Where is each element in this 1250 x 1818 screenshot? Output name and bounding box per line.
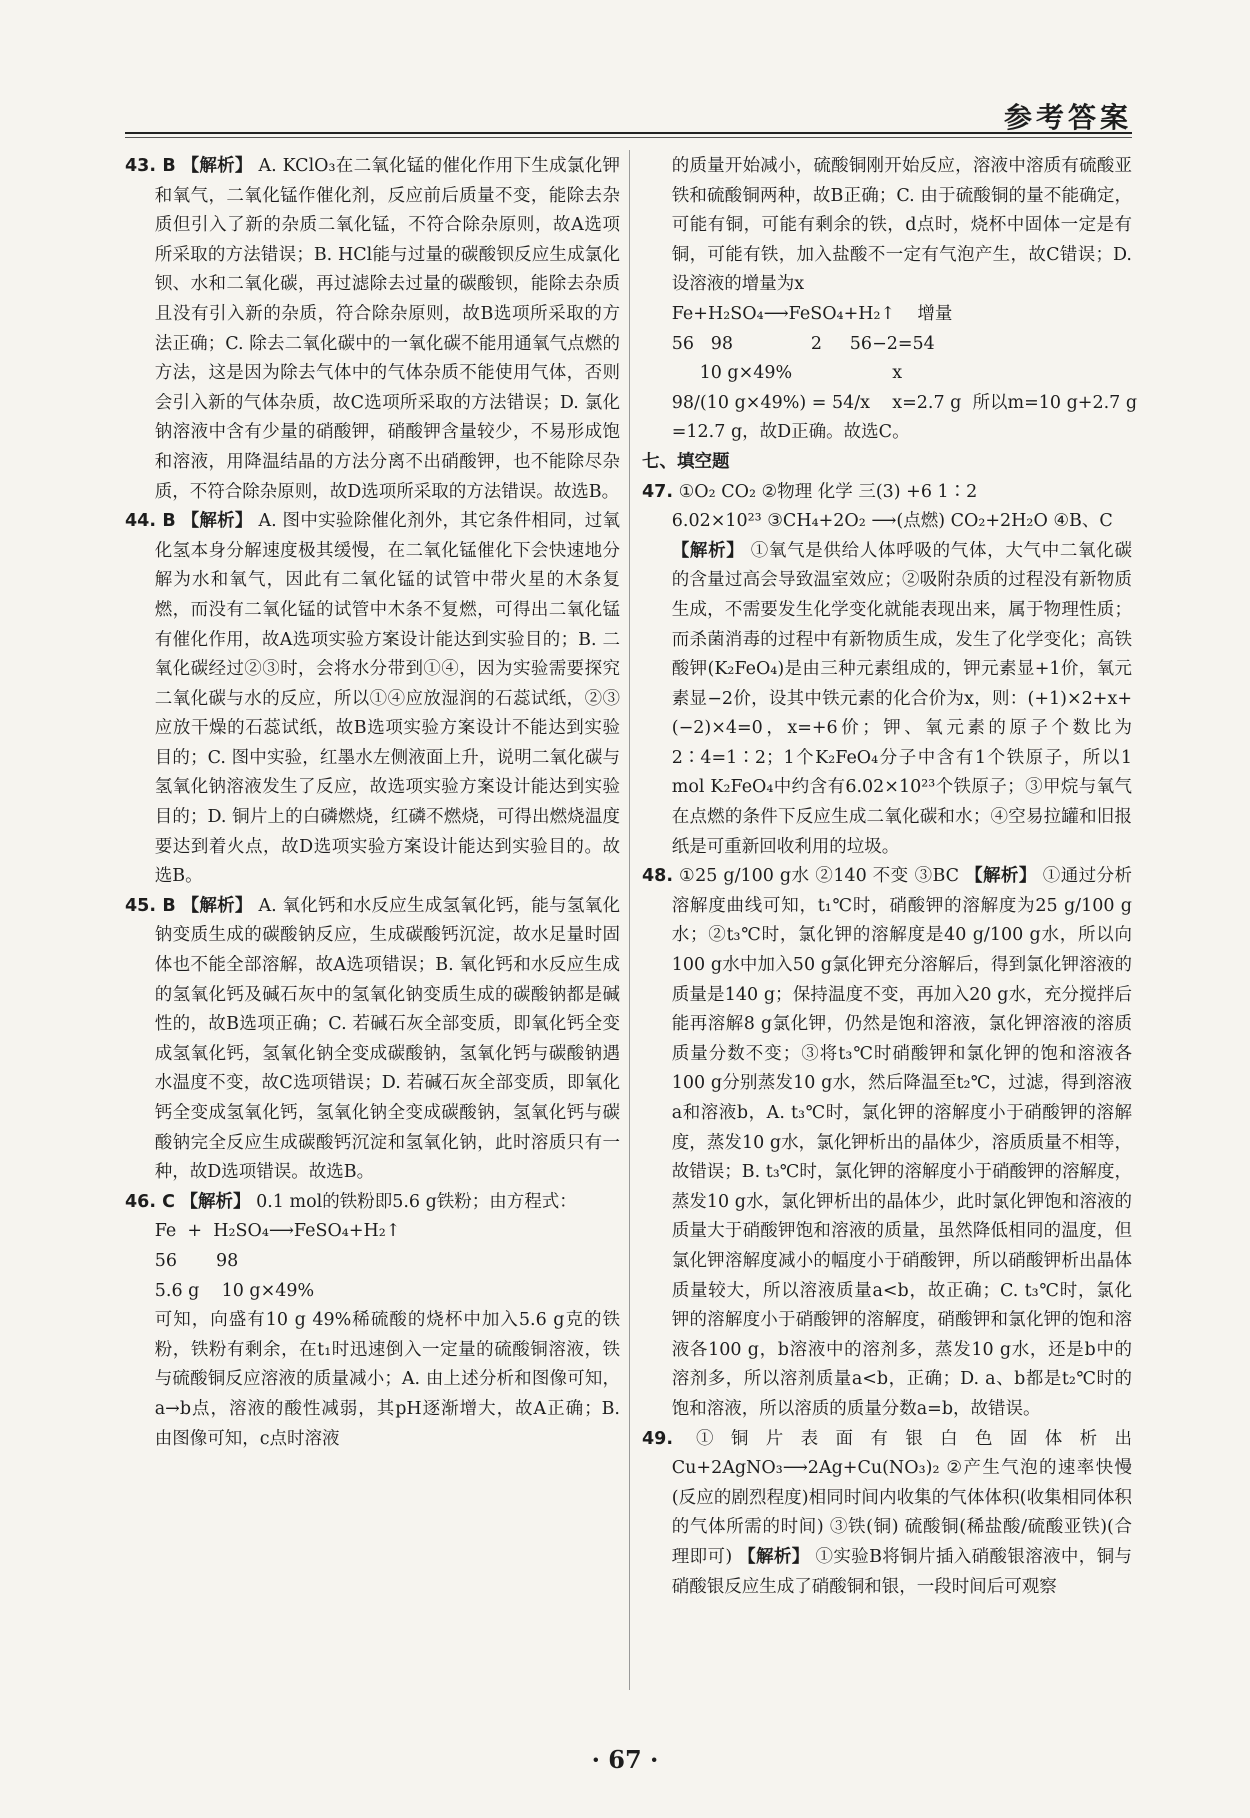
column-divider bbox=[629, 150, 630, 1690]
question-number: 46. C bbox=[125, 1191, 175, 1212]
analysis-tag: 【解析】 bbox=[965, 866, 1037, 887]
section-heading: 七、填空题 bbox=[642, 451, 730, 472]
question-number: 43. B bbox=[125, 156, 176, 176]
analysis-text: ①通过分析溶解度曲线可知，t₁℃时，硝酸钾的溶解度为25 g/100 g水；②t₃℃时，氯化钾的溶解度是40 g/100 g水，所以向100 g水中加入50 g氯化钾充分溶解后，得到氯化钾溶液的质量是140 g；保持温度不变，再加入20 g水，充分搅拌后能再溶解8 g氯化钾，仍然是饱和溶液，氯化钾溶液的溶质质量分数不变；③将t₃℃时硝酸钾和氯化钾的饱和溶液各100 g分别蒸发10 g水，然后降温至t₂℃，过滤，得到溶液a和溶液b，A. t₃℃时，氯化钾的溶解度小于硝酸钾的溶解度，蒸发10 g水，氯化钾析出的晶体少，溶质质量不相等，故错误；B. t₃℃时，氯化钾的溶解度小于硝酸钾的溶解度，蒸发10 g水，氯化钾析出的晶体少，此时氯化钾饱和溶液的质量大于硝酸钾饱和溶液的质量，虽然降低相同的温度，但氯化钾溶解度减小的幅度小于硝酸钾，所以硝酸钾析出晶体质量较大，所以溶液质量a<b，故正确；C. t₃℃时，氯化钾的溶解度小于硝酸钾的溶解度，硝酸钾和氯化钾的饱和溶液各100 g，b溶液中的溶剂多，蒸发10 g水，还是b中的溶剂多，所以溶剂质量a<b，正确；D. a、b都是t₂℃时的饱和溶液，所以溶质的质量分数a=b，故错误。 bbox=[671, 866, 1133, 1419]
equation: Fe + H₂SO₄⟶FeSO₄+H₂↑ bbox=[154, 1221, 401, 1242]
question-45 bbox=[125, 892, 620, 1188]
analysis-text: ①实验B将铜片插入硝酸银溶液中，铜与硝酸银反应生成了硝酸铜和银，一段时间后可观察 bbox=[671, 1546, 1133, 1597]
question-49 bbox=[642, 1425, 1132, 1603]
analysis-text: A. KClO₃在二氧化锰的催化作用下生成氯化钾和氧气，二氧化锰作催化剂，反应前后质量不变，能除去杂质但引入了新的杂质二氧化锰，不符合除杂原则，故A选项所采取的方法错误；B. HCl能与过量的碳酸钡反应生成氯化钡、水和二氧化碳，再过滤除去过量的碳酸钡，能除去杂质且没有引入新的杂质，符合除杂原则，故B选项所采取的方法正确；C. 除去二氧化碳中的一氧化碳不能用通氧气点燃的方法，这是因为除去气体中的气体杂质不能使用气体，否则会引入新的气体杂质，故C选项所采取的方法错误；D. 氯化钠溶液中含有少量的硝酸钾，硝酸钾含量较少，不易形成饱和溶液，用降温结晶的方法分离不出硝酸钾，也不能除尽杂质，不符合除杂原则，故D选项所采取的方法错误。故选B。 bbox=[154, 156, 620, 502]
equation-row: 10 g×49% x bbox=[671, 363, 903, 384]
answer-text-2: 6.02×10²³ ③CH₄+2O₂ ⟶(点燃) CO₂+2H₂O ④B、C bbox=[671, 511, 1113, 532]
analysis-text: A. 图中实验除催化剂外，其它条件相同，过氧化氢本身分解速度极其缓慢，在二氧化锰催化下会快速地分解为水和氧气，因此有二氧化锰的试管中带火星的木条复燃，而没有二氧化锰的试管中木条不复燃，可得出二氧化锰有催化作用，故A选项实验方案设计能达到实验目的；B. 二氧化碳经过②③时，会将水分带到①④，因为实验需要探究二氧化碳与水的反应，所以①④应放湿润的石蕊试纸，②③应放干燥的石蕊试纸，故B选项实验方案设计不能达到实验目的；C. 图中实验，红墨水左侧液面上升，说明二氧化碳与氢氧化钠溶液发生了反应，故选项实验方案设计能达到实验目的；D. 铜片上的白磷燃烧，红磷不燃烧，可得出燃烧温度要达到着火点，故D选项实验方案设计能达到实验目的。故选B。 bbox=[154, 511, 620, 887]
right-column bbox=[642, 152, 1138, 1602]
analysis-tag: 【解析】 bbox=[738, 1546, 810, 1567]
analysis-tag: 【解析】 bbox=[181, 895, 253, 916]
conclusion: =12.7 g，故D正确。故选C。 bbox=[671, 422, 910, 443]
calculation: 98/(10 g×49%) = 54/x x=2.7 g 所以m=10 g+2.7 g bbox=[671, 392, 1138, 413]
analysis-tag: 【解析】 bbox=[671, 540, 745, 561]
equation: Fe+H₂SO₄⟶FeSO₄+H₂↑ 增量 bbox=[671, 303, 953, 324]
question-number: 48. bbox=[642, 866, 674, 887]
question-number: 45. B bbox=[125, 895, 176, 916]
analysis-text: A. 氧化钙和水反应生成氢氧化钙，能与氢氧化钠变质生成的碳酸钠反应，生成碳酸钙沉淀，故水足量时固体也不能全部溶解，故A选项错误；B. 氧化钙和水反应生成的氢氧化钙及碱石灰中的氢氧化钠变质生成的碳酸钠都是碱性的，故B选项正确；C. 若碱石灰全部变质，即氧化钙全变成氢氧化钙，氢氧化钠全变成碳酸钠，氢氧化钙与碳酸钠遇水温度不变，故C选项错误；D. 若碱石灰全部变质，即氧化钙全变成氢氧化钙，氢氧化钠全变成碳酸钠，氢氧化钙与碳酸钠完全反应生成碳酸钙沉淀和氢氧化钠，此时溶质只有一种，故D选项错误。故选B。 bbox=[154, 895, 620, 1183]
analysis-text: 的质量开始减小，硫酸铜刚开始反应，溶液中溶质有硫酸亚铁和硫酸铜两种，故B正确；C. 由于硫酸铜的量不能确定，可能有铜，可能有剩余的铁，d点时，烧杯中固体一定是有铜，可能有铁，加入盐酸不一定有气泡产生，故C错误；D. 设溶液的增量为x bbox=[671, 156, 1132, 295]
equation-row: 56 98 2 56−2=54 bbox=[671, 333, 935, 354]
analysis-text: ①氧气是供给人体呼吸的气体，大气中二氧化碳的含量过高会导致温室效应；②吸附杂质的过程没有新物质生成，不需要发生化学变化就能表现出来，属于物理性质；而杀菌消毒的过程中有新物质生成，发生了化学变化；高铁酸钾(K₂FeO₄)是由三种元素组成的，钾元素显+1价，氧元素显−2价，设其中铁元素的化合价为x，则：(+1)×2+x+(−2)×4=0，x=+6价；钾、氧元素的原子个数比为2∶4=1∶2；1个K₂FeO₄分子中含有1个铁原子，所以1 mol K₂FeO₄中约含有6.02×10²³个铁原子；③甲烷与氧气在点燃的条件下反应生成二氧化碳和水；④空易拉罐和旧报纸是可重新回收利用的垃圾。 bbox=[671, 540, 1132, 857]
question-48 bbox=[642, 862, 1132, 1424]
header-rule-thin bbox=[125, 137, 1132, 138]
analysis-text: 可知，向盛有10 g 49%稀硫酸的烧杯中加入5.6 g克的铁粉，铁粉有剩余，在t₁时迅速倒入一定量的硫酸铜溶液，铁与硫酸铜反应溶液的质量减小；A. 由上述分析和图像可知，a→b点，溶液的酸性减弱，其pH逐渐增大，故A正确；B. 由图像可知，c点时溶液 bbox=[154, 1310, 620, 1449]
question-number: 49. bbox=[642, 1428, 674, 1449]
header-title: 参考答案 bbox=[1003, 101, 1132, 134]
answer-text: ①O₂ CO₂ ②物理 化学 三(3) +6 1∶2 bbox=[678, 481, 978, 502]
question-47 bbox=[642, 478, 1132, 508]
analysis-tag: 【解析】 bbox=[180, 1191, 251, 1212]
analysis-intro: 0.1 mol的铁粉即5.6 g铁粉；由方程式： bbox=[256, 1191, 577, 1212]
answer-text: ①铜片表面有银白色固体析出 Cu+2AgNO₃⟶2Ag+Cu(NO₃)₂ ②产生气泡的速率快慢(反应的剧烈程度)相同时间内收集的气体体积(收集相同体积的气体所需的时间) ③铁(铜) 硫酸铜(稀盐酸/硫酸亚铁)(合理即可) bbox=[671, 1428, 1132, 1567]
answer-text: ①25 g/100 g水 ②140 不变 ③BC bbox=[679, 866, 960, 887]
left-column bbox=[125, 152, 620, 1454]
question-number: 47. bbox=[642, 481, 674, 502]
question-number: 44. B bbox=[125, 511, 176, 532]
question-46 bbox=[125, 1188, 620, 1218]
question-43 bbox=[125, 152, 620, 507]
analysis-tag: 【解析】 bbox=[181, 511, 253, 532]
equation-row: 5.6 g 10 g×49% bbox=[154, 1280, 315, 1301]
question-44 bbox=[125, 507, 620, 892]
analysis bbox=[642, 537, 1132, 863]
equation-row: 56 98 bbox=[154, 1250, 239, 1271]
header-rule bbox=[125, 132, 1132, 134]
page-number: · 67 · bbox=[591, 1745, 659, 1774]
analysis-tag: 【解析】 bbox=[181, 156, 253, 176]
